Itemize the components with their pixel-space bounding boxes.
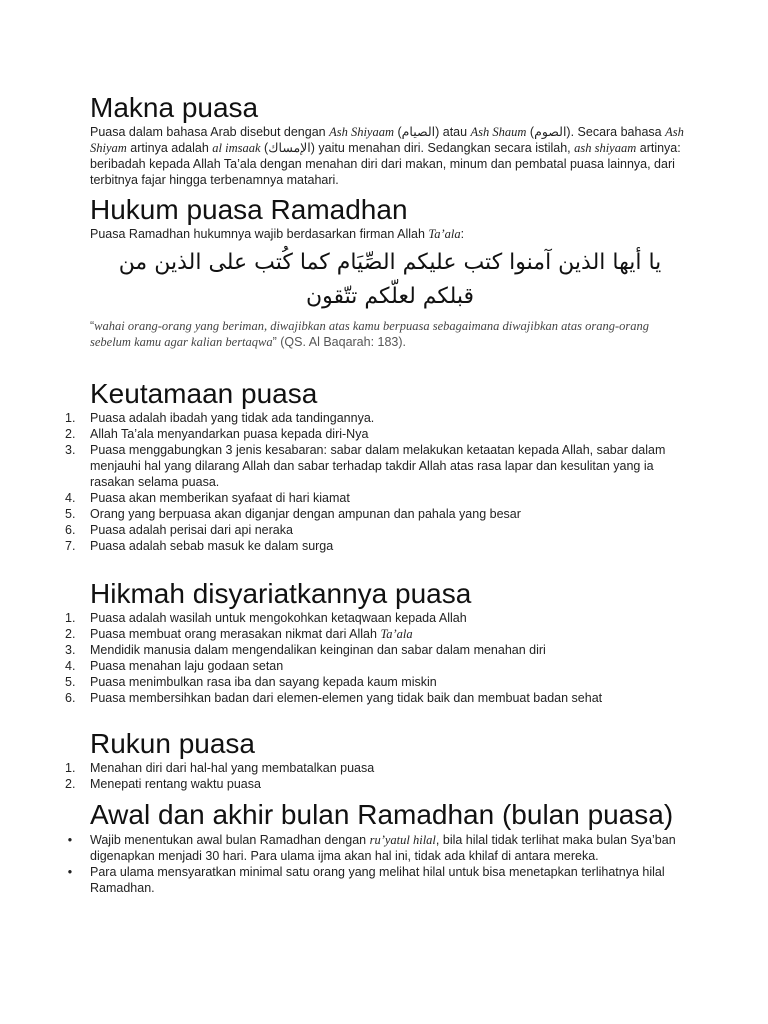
heading-rukun-puasa: Rukun puasa — [90, 728, 256, 759]
list-item — [65, 626, 690, 642]
keutamaan-list — [65, 410, 690, 554]
term-ash-shiyaam: Ash Shiyaam — [329, 125, 395, 139]
list-number: 2. — [65, 627, 76, 641]
makna-text-1: Puasa dalam bahasa Arab disebut dengan — [90, 125, 330, 139]
list-item — [65, 690, 690, 706]
hukum-intro — [90, 226, 690, 242]
list-item — [65, 522, 690, 538]
heading-keutamaan-puasa: Keutamaan puasa — [90, 378, 318, 409]
list-item-text: Puasa membuat orang merasakan nikmat dari Allah — [90, 627, 381, 641]
list-item-text: Mendidik manusia dalam mengendalikan keinginan dan sabar dalam menahan diri — [90, 643, 546, 657]
bullet-text-1b: , bila hilal tidak terlihat maka bulan Sya’ban digenapkan menjadi 30 hari. Para ulama ijma akan hal ini, tidak ada khilaf di antara mereka. — [90, 833, 676, 863]
quote-text: wahai orang-orang yang beriman, diwajibkan atas kamu berpuasa sebagaimana diwajibkan atas orang-orang sebelum kamu agar kalian bertaqwa — [90, 319, 650, 349]
list-item — [65, 776, 690, 792]
list-number: 4. — [65, 491, 76, 505]
heading-hikmah-puasa: Hikmah disyariatkannya puasa — [90, 578, 472, 609]
list-number: 3. — [65, 443, 76, 457]
heading-awal-akhir-ramadhan: Awal dan akhir bulan Ramadhan (bulan puasa) — [90, 799, 674, 830]
document-content — [65, 92, 690, 896]
list-number: 2. — [65, 777, 76, 791]
rukun-list — [65, 760, 690, 792]
list-number: 1. — [65, 611, 76, 625]
list-item-text: Puasa adalah wasilah untuk mengokohkan ketaqwaan kepada Allah — [90, 611, 467, 625]
heading-hukum-puasa: Hukum puasa Ramadhan — [90, 194, 408, 225]
list-item — [65, 426, 690, 442]
list-item — [65, 490, 690, 506]
verse-translation — [90, 318, 690, 350]
list-item — [65, 442, 690, 490]
bullet-icon: • — [67, 833, 73, 847]
awal-bullet-list — [67, 832, 690, 896]
list-item-text: Puasa adalah perisai dari api neraka — [90, 523, 293, 537]
hikmah-list — [65, 610, 690, 706]
makna-text-3: (الصوم). Secara bahasa — [526, 125, 666, 139]
quote-open: “ — [90, 319, 95, 333]
list-item-text: Puasa menimbulkan rasa iba dan sayang kepada kaum miskin — [90, 675, 437, 689]
list-item-text: Puasa akan memberikan syafaat di hari kiamat — [90, 491, 350, 505]
list-item — [65, 538, 690, 554]
term-ash-shiyaam-2: ash shiyaam — [574, 141, 637, 155]
term-al-imsaak: al imsaak — [212, 141, 261, 155]
list-number: 1. — [65, 411, 76, 425]
hukum-intro-text: Puasa Ramadhan hukumnya wajib berdasarkan firman Allah — [90, 227, 429, 241]
makna-text-5: (الإمساك) yaitu menahan diri. Sedangkan secara istilah, — [260, 141, 575, 155]
list-item — [65, 506, 690, 522]
list-item-text: Menepati rentang waktu puasa — [90, 777, 261, 791]
list-item — [65, 642, 690, 658]
quote-close: ” (QS. Al Baqarah: 183). — [272, 335, 407, 349]
term-taala: Ta’ala — [380, 627, 413, 641]
list-number: 5. — [65, 675, 76, 689]
list-number: 3. — [65, 643, 76, 657]
term-ash-shaum: Ash Shaum — [470, 125, 527, 139]
list-item — [65, 610, 690, 626]
list-item-text: Puasa membersihkan badan dari elemen-elemen yang tidak baik dan membuat badan sehat — [90, 691, 603, 705]
list-number: 5. — [65, 507, 76, 521]
list-item-text: Puasa adalah sebab masuk ke dalam surga — [90, 539, 334, 553]
bullet-text-2: Para ulama mensyaratkan minimal satu orang yang melihat hilal untuk bisa menetapkan terlihatnya hilal Ramadhan. — [90, 865, 665, 895]
list-number: 1. — [65, 761, 76, 775]
arabic-verse: يا أيها الذين آمنوا كتب عليكم الصِّيَام كما كُتب على الذين من قبلكم لعلّكم تتّقون — [118, 250, 662, 309]
list-item — [67, 864, 690, 896]
list-item-text: Orang yang berpuasa akan diganjar dengan ampunan dan pahala yang besar — [90, 507, 521, 521]
list-item-text: Allah Ta’ala menyandarkan puasa kepada diri-Nya — [90, 427, 369, 441]
term-taala: Ta’ala — [428, 227, 461, 241]
list-number: 2. — [65, 427, 76, 441]
makna-text-6: artinya: beribadah kepada Allah Ta’ala dengan menahan diri dari makan, minum dan pembatal puasa lainnya, dari terbitnya fajar hingga terbenamnya matahari. — [90, 141, 681, 187]
list-number: 6. — [65, 691, 76, 705]
hukum-intro-colon: : — [460, 227, 465, 241]
list-item — [65, 410, 690, 426]
bullet-icon: • — [67, 865, 73, 879]
bullet-text-1a: Wajib menentukan awal bulan Ramadhan dengan — [90, 833, 370, 847]
makna-text-2: (الصيام) atau — [394, 125, 471, 139]
list-item-text: Puasa adalah ibadah yang tidak ada tandingannya. — [90, 411, 375, 425]
list-item — [65, 674, 690, 690]
list-item — [65, 658, 690, 674]
term-ash-shiyam: Ash Shiyam — [90, 125, 684, 155]
makna-paragraph — [90, 124, 690, 188]
term-ruyatul-hilal: ru’yatul hilal — [369, 833, 436, 847]
makna-text-4: artinya adalah — [126, 141, 213, 155]
list-item-text: Puasa menggabungkan 3 jenis kesabaran: sabar dalam melakukan ketaatan kepada Allah, sabar dalam menjauhi hal yang dilarang Allah dan sabar terhadap takdir Allah atas rasa lapar dan kesulitan yang ia rasakan selama puasa. — [90, 443, 666, 489]
list-item-text: Puasa menahan laju godaan setan — [90, 659, 284, 673]
list-number: 6. — [65, 523, 76, 537]
list-item — [67, 832, 690, 864]
list-number: 7. — [65, 539, 76, 553]
list-number: 4. — [65, 659, 76, 673]
list-item-text: Menahan diri dari hal-hal yang membatalkan puasa — [90, 761, 375, 775]
list-item — [65, 760, 690, 776]
heading-makna-puasa: Makna puasa — [90, 92, 259, 123]
